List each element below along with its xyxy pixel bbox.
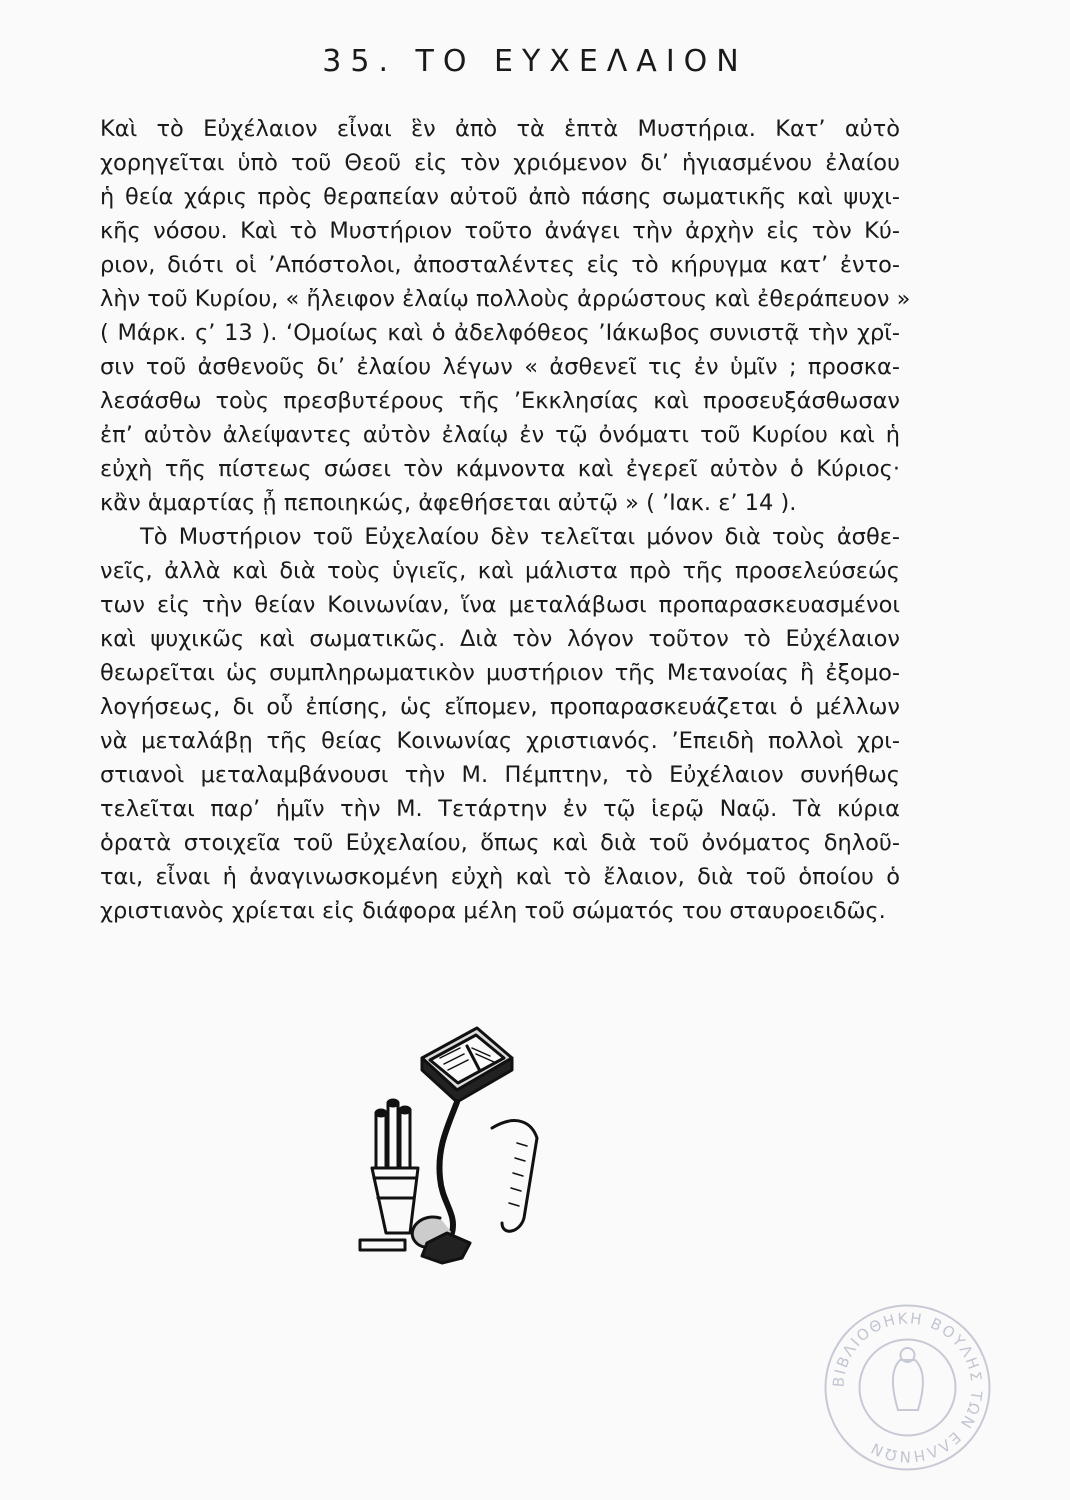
stamp-text: ΒΙΒΛΙΟΘΗΚΗ ΒΟΥΛΗΣ ΤΩΝ ΕΛΛΗΝΩΝ	[829, 1309, 986, 1466]
library-stamp	[820, 1300, 995, 1475]
text-line: των εἰς τὴν θείαν Κοινωνίαν, ἵνα μεταλάβωσι προπαρασκευασμένοι	[100, 592, 900, 618]
text-line: ται, εἶναι ἡ ἀναγινωσκομένη εὐχὴ καὶ τὸ ἔλαιον, διὰ τοῦ ὁποίου ὁ	[100, 864, 900, 890]
text-line: ὁρατὰ στοιχεῖα τοῦ Εὐχελαίου, ὅπως καὶ διὰ τοῦ ὀνόματος δηλοῦ-	[100, 830, 900, 856]
text-line: χορηγεῖται ὑπὸ τοῦ Θεοῦ εἰς τὸν χριόμενον δι’ ἡγιασμένου ἐλαίου	[100, 150, 900, 176]
text-line: νὰ μεταλάβῃ τῆς θείας Κοινωνίας χριστιανός. ’Επειδὴ πολλοὶ χρι-	[100, 728, 900, 754]
text-line: ( Μάρκ. ς’ 13 ). ‘Ομοίως καὶ ὁ ἀδελφόθεος ’Ιάκωβος συνιστᾷ τὴν χρῖ-	[100, 320, 900, 346]
text-line: θεωρεῖται ὡς συμπληρωματικὸν μυστήριον τῆς Μετανοίας ἢ ἐξομο-	[100, 660, 900, 686]
text-line: κῆς νόσου. Καὶ τὸ Μυστήριον τοῦτο ἀνάγει τὴν ἀρχὴν εἰς τὸν Κύ-	[100, 218, 900, 244]
text-line: νεῖς, ἀλλὰ καὶ διὰ τοὺς ὑγιεῖς, καὶ μάλιστα πρὸ τῆς προσελεύσεώς	[100, 558, 900, 584]
text-line: ἡ θεία χάρις πρὸς θεραπείαν αὐτοῦ ἀπὸ πάσης σωματικῆς καὶ ψυχι-	[100, 184, 900, 210]
text-line: ἐπ’ αὐτὸν ἀλείψαντες αὐτὸν ἐλαίῳ ἐν τῷ ὀνόματι τοῦ Κυρίου καὶ ἡ	[100, 422, 900, 448]
text-line: καὶ ψυχικῶς καὶ σωματικῶς. Διὰ τὸν λόγον τοῦτον τὸ Εὐχέλαιον	[100, 626, 900, 652]
text-line: ριον, διότι οἱ ’Απόστολοι, ἀποσταλέντες εἰς τὸ κήρυγμα κατ’ ἐντο-	[100, 252, 900, 278]
text-line: εὐχὴ τῆς πίστεως σώσει τὸν κάμνοντα καὶ ἐγερεῖ αὐτὸν ὁ Κύριος·	[100, 456, 900, 482]
svg-text:ΒΙΒΛΙΟΘΗΚΗ ΒΟΥΛΗΣ ΤΩΝ ΕΛΛΗΝΩΝ	[829, 1309, 985, 1465]
text-line: λὴν τοῦ Κυρίου, « ἤλειφον ἐλαίῳ πολλοὺς ἀρρώστους καὶ ἐθεράπευον »	[100, 286, 911, 312]
text-line: στιανοὶ μεταλαμβάνουσι τὴν Μ. Πέμπτην, τὸ Εὐχέλαιον συνήθως	[100, 762, 900, 788]
chapter-title: 35. ΤΟ ΕΥΧΕΛΑΙΟΝ	[322, 44, 748, 79]
text-line: Καὶ τὸ Εὐχέλαιον εἶναι ἓν ἀπὸ τὰ ἑπτὰ Μυστήρια. Κατ’ αὐτὸ	[100, 116, 900, 142]
body-text	[100, 112, 911, 928]
text-line: τελεῖται παρ’ ἡμῖν τὴν Μ. Τετάρτην ἐν τῷ ἱερῷ Ναῷ. Τὰ κύρια	[100, 796, 900, 822]
text-line: Τὸ Μυστήριον τοῦ Εὐχελαίου δὲν τελεῖται μόνον διὰ τοὺς ἀσθε-	[140, 524, 900, 550]
text-line: κἂν ἁμαρτίας ᾖ πεποιηκώς, ἀφεθήσεται αὐτῷ » ( ’Ιακ. ε’ 14 ).	[100, 490, 797, 516]
text-line: λογήσεως, δι οὗ ἐπίσης, ὡς εἴπομεν, προπαρασκευάζεται ὁ μέλλων	[100, 694, 900, 720]
text-line: σιν τοῦ ἀσθενοῦς δι’ ἐλαίου λέγων « ἀσθενεῖ τις ἐν ὑμῖν ; προσκα-	[100, 354, 900, 380]
text-line: λεσάσθω τοὺς πρεσβυτέρους τῆς ’Εκκλησίας καὶ προσευξάσθωσαν	[100, 388, 900, 414]
text-line: χριστιανὸς χρίεται εἰς διάφορα μέλη τοῦ σώματός του σταυροειδῶς.	[100, 898, 886, 924]
book-and-scrolls-illustration	[352, 1018, 562, 1268]
